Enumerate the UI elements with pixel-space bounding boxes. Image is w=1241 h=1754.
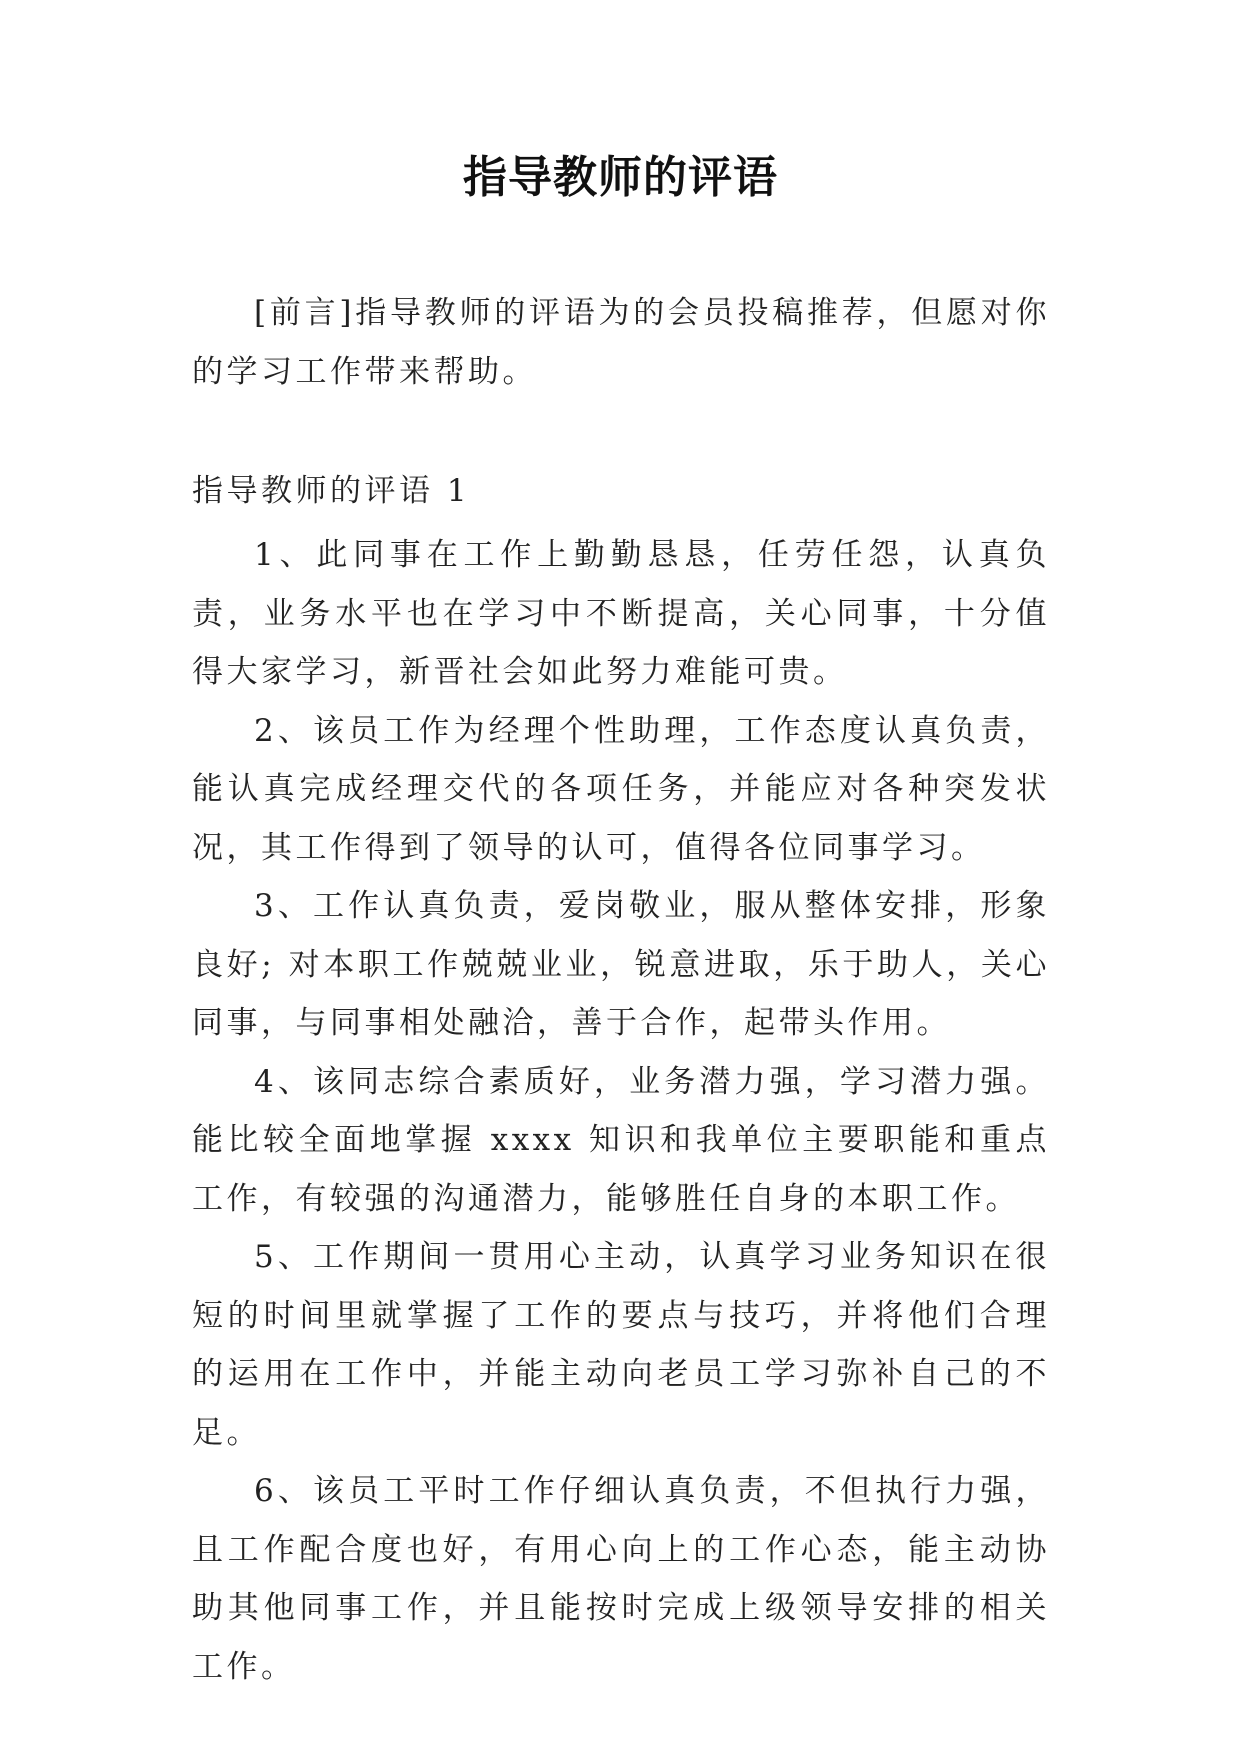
comment-item: 2、该员工作为经理个性助理，工作态度认真负责，能认真完成经理交代的各项任务，并能应对各种突发状况，其工作得到了领导的认可，值得各位同事学习。 xyxy=(192,712,1050,866)
comment-item: 1、此同事在工作上勤勤恳恳，任劳任怨，认真负责，业务水平也在学习中不断提高，关心同事，十分值得大家学习，新晋社会如此努力难能可贵。 xyxy=(192,537,1050,690)
intro-paragraph: [前言]指导教师的评语为的会员投稿推荐，但愿对你的学习工作带来帮助。 xyxy=(192,295,1050,390)
comment-item: 3、工作认真负责，爱岗敬业，服从整体安排，形象良好; 对本职工作兢兢业业，锐意进取，乐于助人，关心同事，与同事相处融洽，善于合作，起带头作用。 xyxy=(192,888,1050,1041)
comment-item: 6、该员工平时工作仔细认真负责，不但执行力强，且工作配合度也好，有用心向上的工作心态，能主动协助其他同事工作，并且能按时完成上级领导安排的相关工作。 xyxy=(192,1473,1050,1685)
document-title: 指导教师的评语 xyxy=(463,152,778,203)
comment-item: 4、该同志综合素质好，业务潜力强，学习潜力强。能比较全面地掌握 xxxx 知识和我单位主要职能和重点工作，有较强的沟通潜力，能够胜任自身的本职工作。 xyxy=(192,1063,1050,1217)
section-heading: 指导教师的评语 1 xyxy=(192,473,471,509)
comment-item: 5、工作期间一贯用心主动，认真学习业务知识在很短的时间里就掌握了工作的要点与技巧，并将他们合理的运用在工作中，并能主动向老员工学习弥补自己的不足。 xyxy=(192,1239,1050,1451)
comment-list xyxy=(192,526,1050,1696)
